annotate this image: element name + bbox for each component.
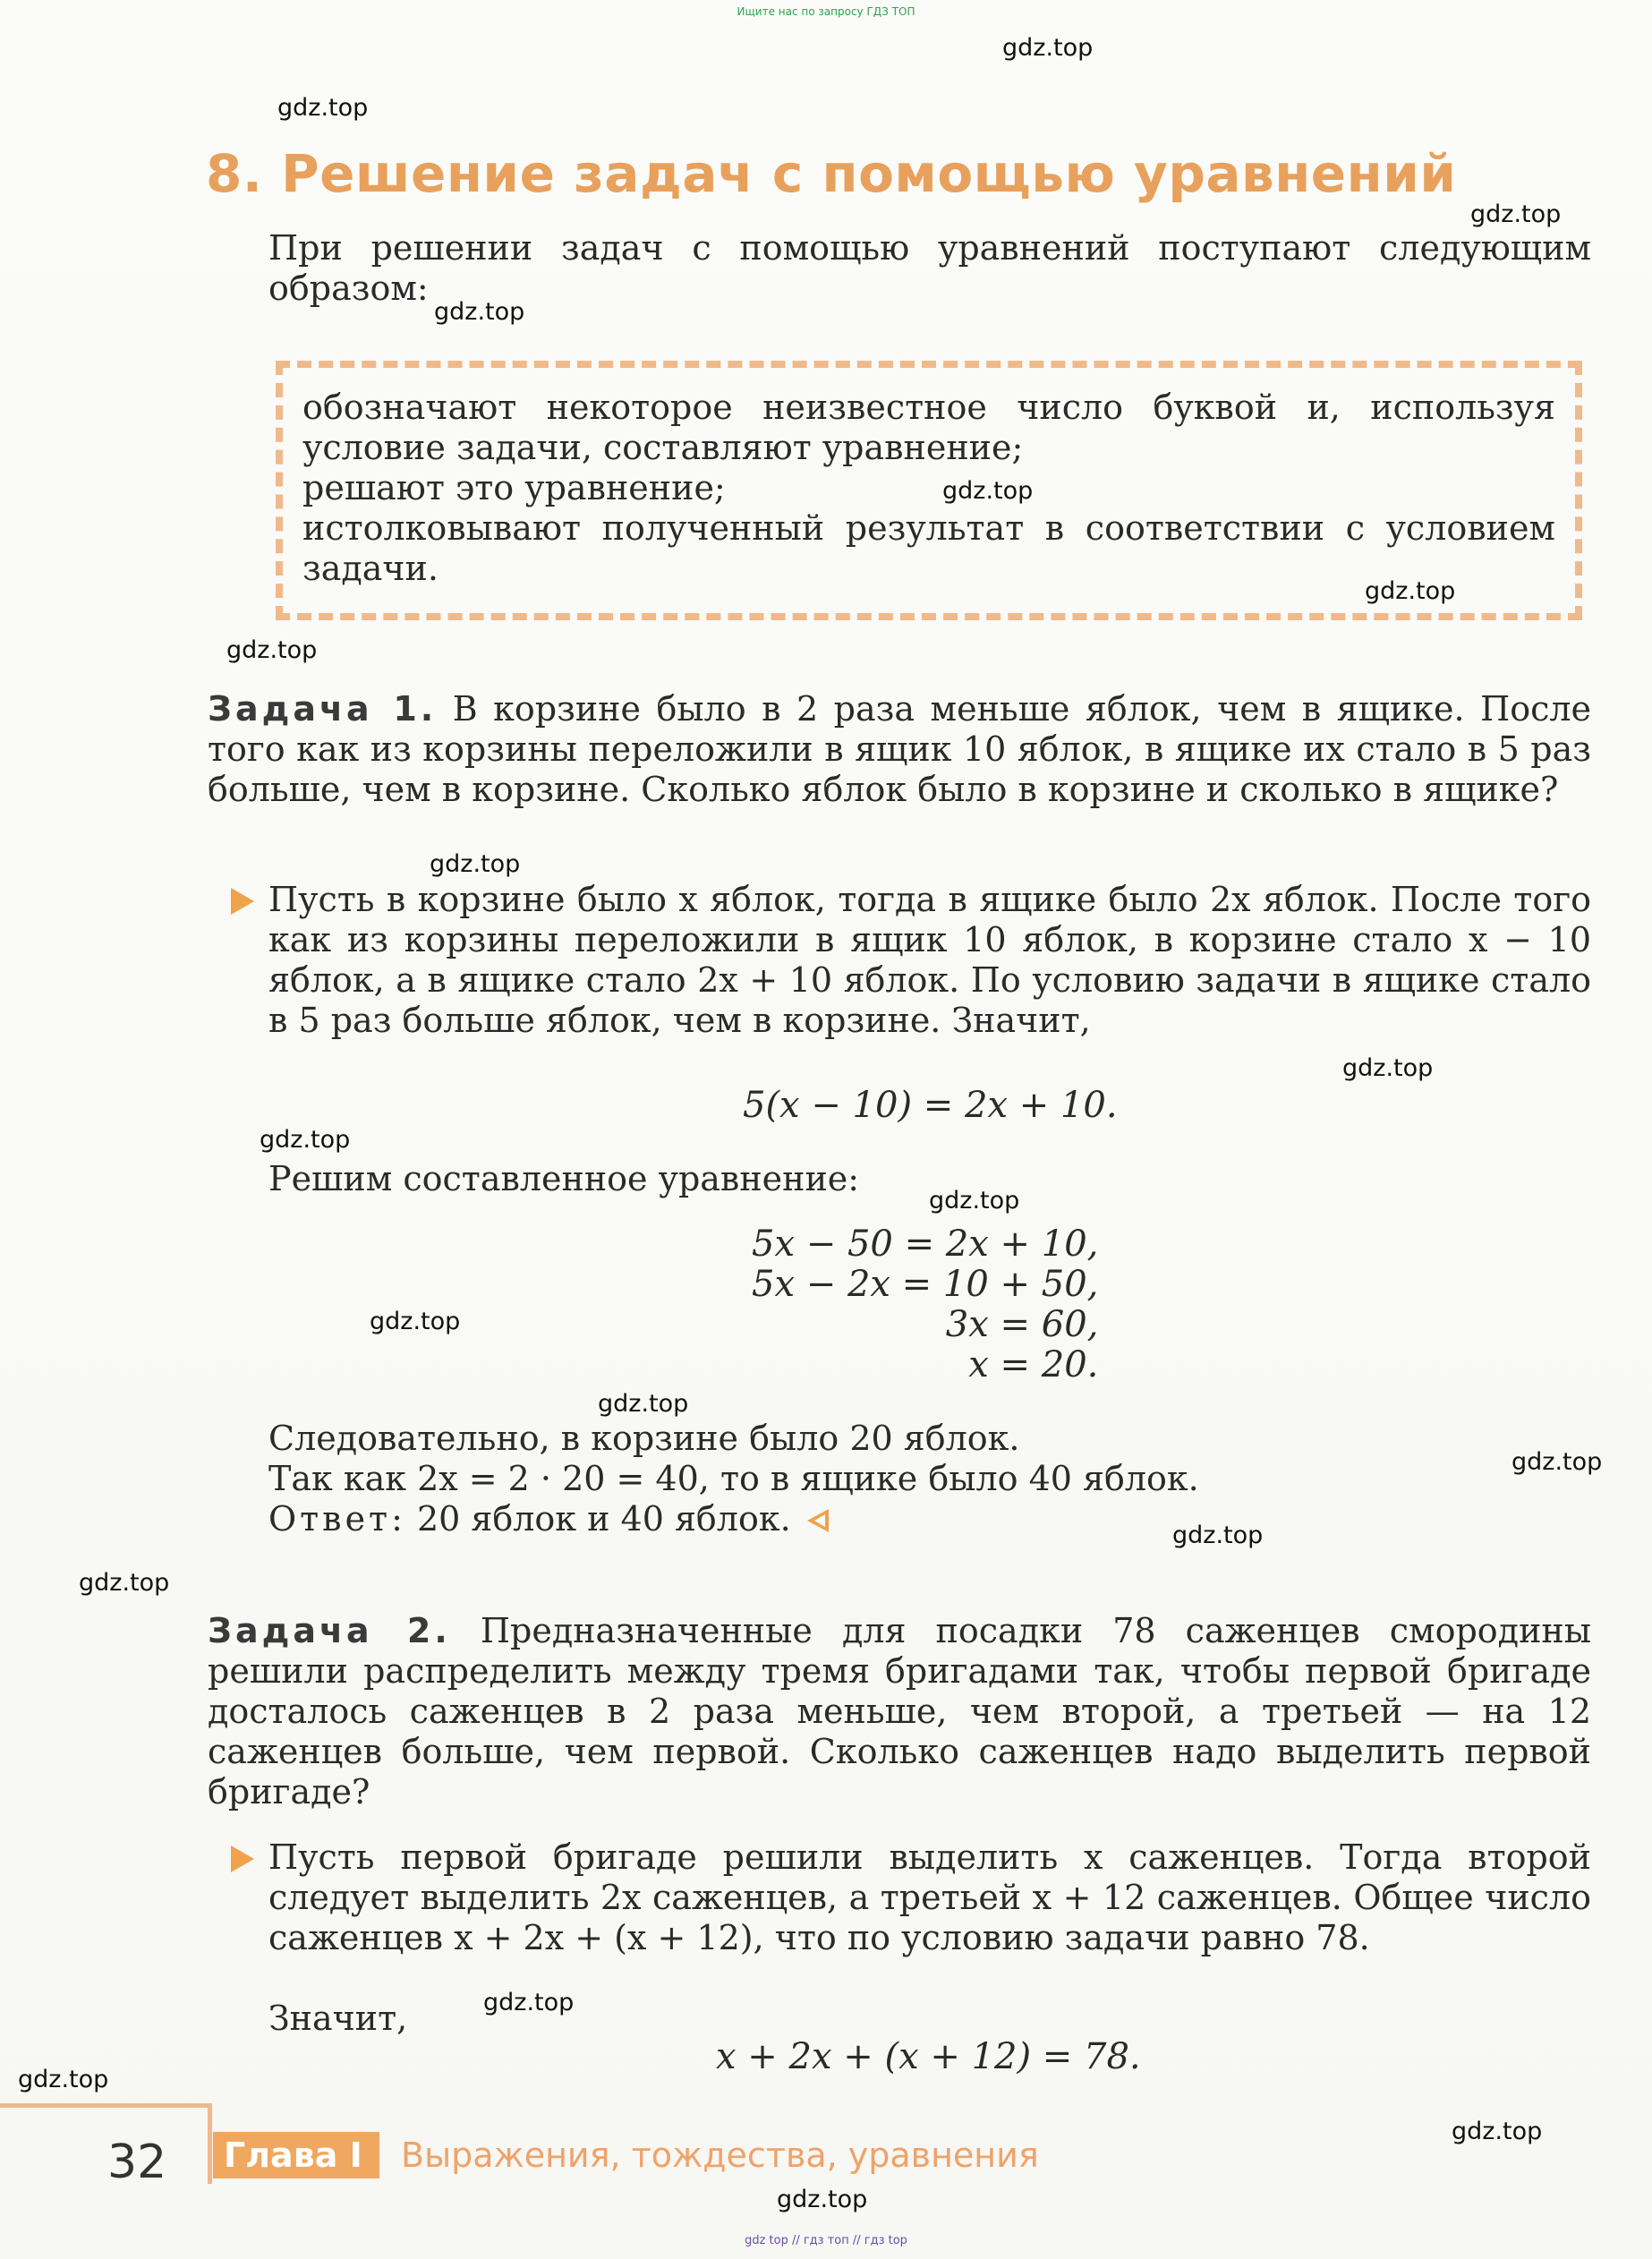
- watermark: gdz.top: [929, 1187, 1020, 1215]
- conclusion-line-1: Следовательно, в корзине было 20 яблок.: [268, 1419, 1020, 1458]
- watermark: gdz.top: [1172, 1522, 1264, 1549]
- step-line: 5x − 2x = 10 + 50,: [752, 1264, 1099, 1305]
- watermark: gdz.top: [1470, 200, 1562, 228]
- watermark: gdz.top: [18, 2066, 109, 2093]
- watermark: gdz.top: [370, 1308, 461, 1335]
- problem-2-therefore: Значит,: [268, 1999, 408, 2038]
- problem-2-solution: Пусть первой бригаде решили выделить x саженцев. Тогда второй следует выделить 2x саженцев, а третьей x + 12 саженцев. Общее число саженцев x + 2x + (x + 12), что по условию задачи равно 78.: [268, 1837, 1591, 1957]
- watermark: gdz.top: [1511, 1448, 1603, 1476]
- step-line: x = 20.: [968, 1344, 1099, 1385]
- bottom-banner: gdz top // гдз топ // гдз top: [745, 2234, 907, 2247]
- problem-1-solve-intro: Решим составленное уравнение:: [268, 1159, 860, 1198]
- problem-2: [208, 1611, 1591, 1812]
- end-of-solution-icon: [807, 1509, 829, 1532]
- page-number: 32: [107, 2135, 167, 2189]
- watermark: gdz.top: [483, 1989, 575, 2016]
- watermark: gdz.top: [260, 1126, 351, 1154]
- problem-1-text: В корзине было в 2 раза меньше яблок, чем в ящике. После того как из корзины переложили в ящик 10 яблок, в ящике их стало в 5 раз больше, чем в корзине. Сколько яблок было в корзине и сколько в ящике?: [208, 689, 1591, 809]
- watermark: gdz.top: [1452, 2118, 1543, 2145]
- problem-2-text: Предназначенные для посадки 78 саженцев смородины решили распределить между тремя бригадами так, чтобы первой бригаде досталось саженцев в 2 раза меньше, чем второй, а третьей — на 12 саженцев больше, чем первой. Сколько саженцев надо выделить первой бригаде?: [208, 1611, 1591, 1811]
- problem-1: [208, 689, 1591, 810]
- problem-1-label: Задача 1.: [208, 689, 438, 729]
- watermark: gdz.top: [1002, 34, 1094, 62]
- watermark: gdz.top: [434, 298, 525, 326]
- section-title: 8. Решение задач с помощью уравнений: [206, 143, 1457, 204]
- watermark: gdz.top: [598, 1390, 689, 1418]
- watermark: gdz.top: [430, 850, 521, 878]
- conclusion-line-2: Так как 2x = 2 · 20 = 40, то в ящике было 40 яблок.: [268, 1459, 1199, 1498]
- solution-marker-icon: [231, 888, 254, 915]
- top-banner: Ищите нас по запросу ГДЗ ТОП: [737, 5, 915, 18]
- step-line: 3x = 60,: [945, 1304, 1099, 1345]
- problem-1-solution: Пусть в корзине было x яблок, тогда в ящике было 2x яблок. После того как из корзины переложили в ящик 10 яблок, в корзине стало x − 10 яблок, а в ящике стало 2x + 10 яблок. По условию задачи в ящике стало в 5 раз больше яблок, чем в корзине. Значит,: [268, 880, 1591, 1040]
- answer-label: Ответ:: [268, 1499, 406, 1539]
- rule-item: обозначают некоторое неизвестное число буквой и, используя условие задачи, составляют уравнение;: [302, 388, 1555, 467]
- watermark: gdz.top: [277, 94, 369, 122]
- problem-2-label: Задача 2.: [208, 1611, 451, 1650]
- answer-text: 20 яблок и 40 яблок.: [416, 1499, 791, 1539]
- watermark: gdz.top: [226, 636, 318, 664]
- solution-marker-icon: [231, 1846, 254, 1872]
- answer-line: [268, 1499, 1591, 1539]
- watermark: gdz.top: [1342, 1054, 1434, 1082]
- rule-item: истолковывают полученный результат в соответствии с условием задачи.: [302, 508, 1555, 588]
- problem-2-equation: x + 2x + (x + 12) = 78.: [716, 2036, 1141, 2077]
- problem-1-equation: 5(x − 10) = 2x + 10.: [743, 1085, 1118, 1126]
- chapter-badge: Глава I: [213, 2132, 379, 2178]
- intro-paragraph: При решении задач с помощью уравнений поступают следующим образом:: [268, 228, 1591, 308]
- watermark: gdz.top: [1365, 577, 1456, 605]
- problem-1-steps: [752, 1224, 1098, 1385]
- chapter-title: Выражения, тождества, уравнения: [401, 2135, 1039, 2175]
- watermark: gdz.top: [79, 1569, 170, 1597]
- rules-list: [302, 388, 1555, 589]
- footer-rule-vertical: [208, 2103, 212, 2184]
- watermark: gdz.top: [942, 477, 1034, 505]
- problem-1-conclusion: [268, 1419, 1591, 1539]
- watermark: gdz.top: [777, 2186, 868, 2213]
- footer-rule: [0, 2103, 210, 2108]
- rule-item: решают это уравнение;: [302, 468, 726, 507]
- step-line: 5x − 50 = 2x + 10,: [752, 1223, 1099, 1265]
